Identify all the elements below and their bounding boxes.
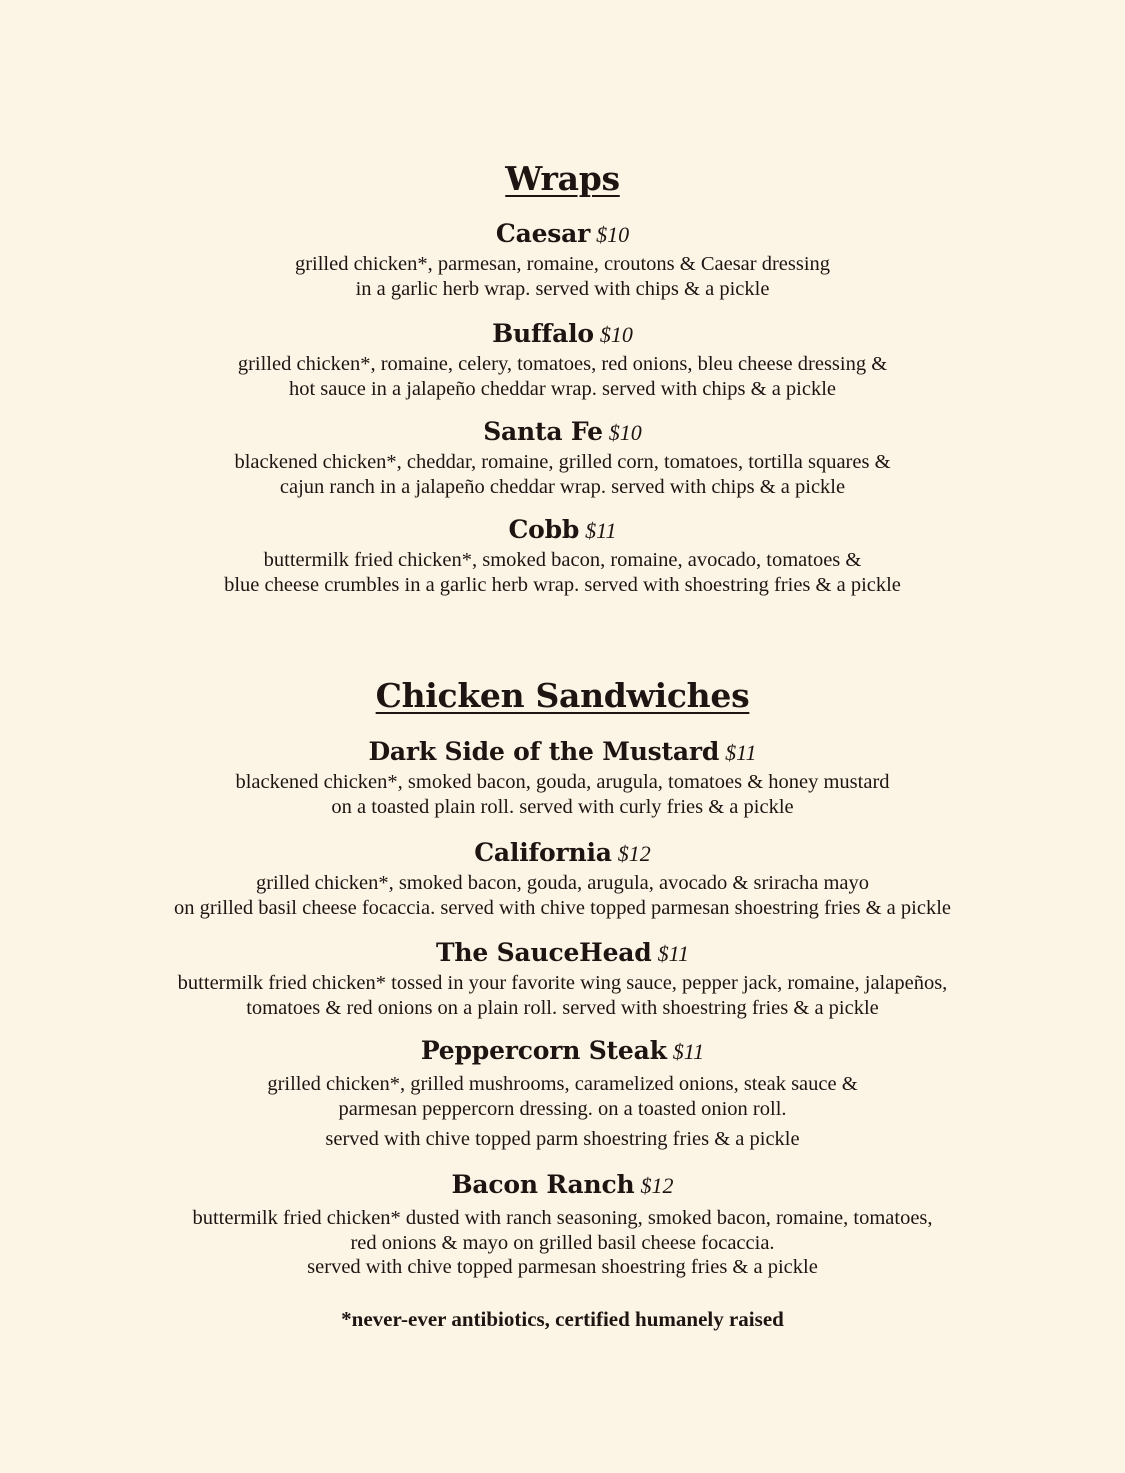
- item-name: Cobb: [508, 515, 580, 544]
- item-heading: [0, 417, 1125, 450]
- description-line: cajun ranch in a jalapeño cheddar wrap. served with chips & a pickle: [279, 475, 846, 498]
- description-line: on grilled basil cheese focaccia. served with chive topped parmesan shoestring fries & a pickle: [173, 896, 951, 919]
- item-heading: [0, 737, 1125, 770]
- item-name: Dark Side of the Mustard: [368, 737, 720, 766]
- item-price: $11: [672, 1039, 705, 1064]
- item-description: [0, 770, 1125, 819]
- item-price: $10: [599, 322, 633, 347]
- description-line: served with chive topped parm shoestring fries & a pickle: [325, 1128, 800, 1150]
- item-description: [0, 548, 1125, 597]
- description-line: buttermilk fried chicken*, smoked bacon, romaine, avocado, tomatoes &: [263, 549, 862, 571]
- description-line: grilled chicken*, parmesan, romaine, croutons & Caesar dressing: [294, 253, 831, 275]
- description-line: served with chive topped parmesan shoestring fries & a pickle: [307, 1256, 818, 1278]
- description-line: on a toasted plain roll. served with curly fries & a pickle: [331, 795, 794, 818]
- footnote: *never-ever antibiotics, certified humanely raised: [341, 1307, 784, 1331]
- sandwiches-title: Chicken Sandwiches: [375, 676, 750, 715]
- description-line: blue cheese crumbles in a garlic herb wrap. served with shoestring fries & a pickle: [224, 573, 901, 596]
- wraps-section: [0, 160, 1125, 198]
- item-heading: [0, 515, 1125, 548]
- item-name: Buffalo: [492, 319, 594, 348]
- menu-item-cobb: [0, 515, 1125, 597]
- menu-item-dark-side-of-the-mustard: [0, 737, 1125, 819]
- item-description: [0, 450, 1125, 499]
- item-price: $10: [596, 222, 630, 247]
- item-description: [0, 1206, 1125, 1280]
- item-name: Santa Fe: [483, 417, 603, 446]
- menu-item-bacon-ranch: [0, 1170, 1125, 1280]
- description-line: buttermilk fried chicken* dusted with ranch seasoning, smoked bacon, romaine, tomatoes,: [192, 1207, 933, 1229]
- item-name: Caesar: [495, 219, 591, 248]
- item-description: [0, 252, 1125, 301]
- description-line: hot sauce in a jalapeño cheddar wrap. served with chips & a pickle: [288, 377, 837, 400]
- menu-item-caesar: [0, 219, 1125, 301]
- item-description: [0, 352, 1125, 401]
- description-line: grilled chicken*, grilled mushrooms, caramelized onions, steak sauce &: [267, 1073, 858, 1095]
- item-description: [0, 1072, 1125, 1152]
- item-heading: [0, 1170, 1125, 1203]
- description-line: grilled chicken*, smoked bacon, gouda, arugula, avocado & sriracha mayo: [255, 872, 870, 894]
- item-price: $10: [608, 420, 642, 445]
- item-price: $11: [657, 941, 689, 966]
- item-price: $11: [725, 740, 757, 765]
- sandwiches-section: [0, 677, 1125, 715]
- description-line: blackened chicken*, smoked bacon, gouda, arugula, tomatoes & honey mustard: [235, 771, 890, 793]
- item-name: Bacon Ranch: [451, 1170, 635, 1199]
- item-description: [0, 871, 1125, 920]
- description-line: in a garlic herb wrap. served with chips & a pickle: [355, 277, 770, 300]
- menu-item-santa-fe: [0, 417, 1125, 499]
- item-name: The SauceHead: [436, 938, 652, 967]
- description-line: parmesan peppercorn dressing. on a toasted onion roll.: [338, 1097, 787, 1120]
- item-name: California: [474, 838, 612, 867]
- description-line: blackened chicken*, cheddar, romaine, grilled corn, tomatoes, tortilla squares &: [234, 451, 891, 473]
- menu-item-california: [0, 838, 1125, 920]
- item-heading: [0, 938, 1125, 971]
- description-line: grilled chicken*, romaine, celery, tomatoes, red onions, bleu cheese dressing &: [237, 353, 888, 375]
- item-heading: [0, 219, 1125, 252]
- menu-item-peppercorn-steak: [0, 1036, 1125, 1152]
- item-price: $11: [585, 518, 617, 543]
- item-heading: [0, 1036, 1125, 1069]
- description-line: tomatoes & red onions on a plain roll. served with shoestring fries & a pickle: [246, 996, 879, 1019]
- description-line: red onions & mayo on grilled basil cheese focaccia.: [350, 1231, 775, 1254]
- item-heading: [0, 838, 1125, 871]
- item-name: Peppercorn Steak: [420, 1036, 667, 1065]
- menu-item-the-saucehead: [0, 938, 1125, 1020]
- menu-item-buffalo: [0, 319, 1125, 401]
- item-price: $12: [640, 1173, 674, 1198]
- item-price: $12: [617, 841, 651, 866]
- item-description: [0, 971, 1125, 1020]
- wraps-title: Wraps: [505, 159, 620, 198]
- item-heading: [0, 319, 1125, 352]
- description-line: buttermilk fried chicken* tossed in your favorite wing sauce, pepper jack, romaine, jalapeños,: [177, 972, 948, 994]
